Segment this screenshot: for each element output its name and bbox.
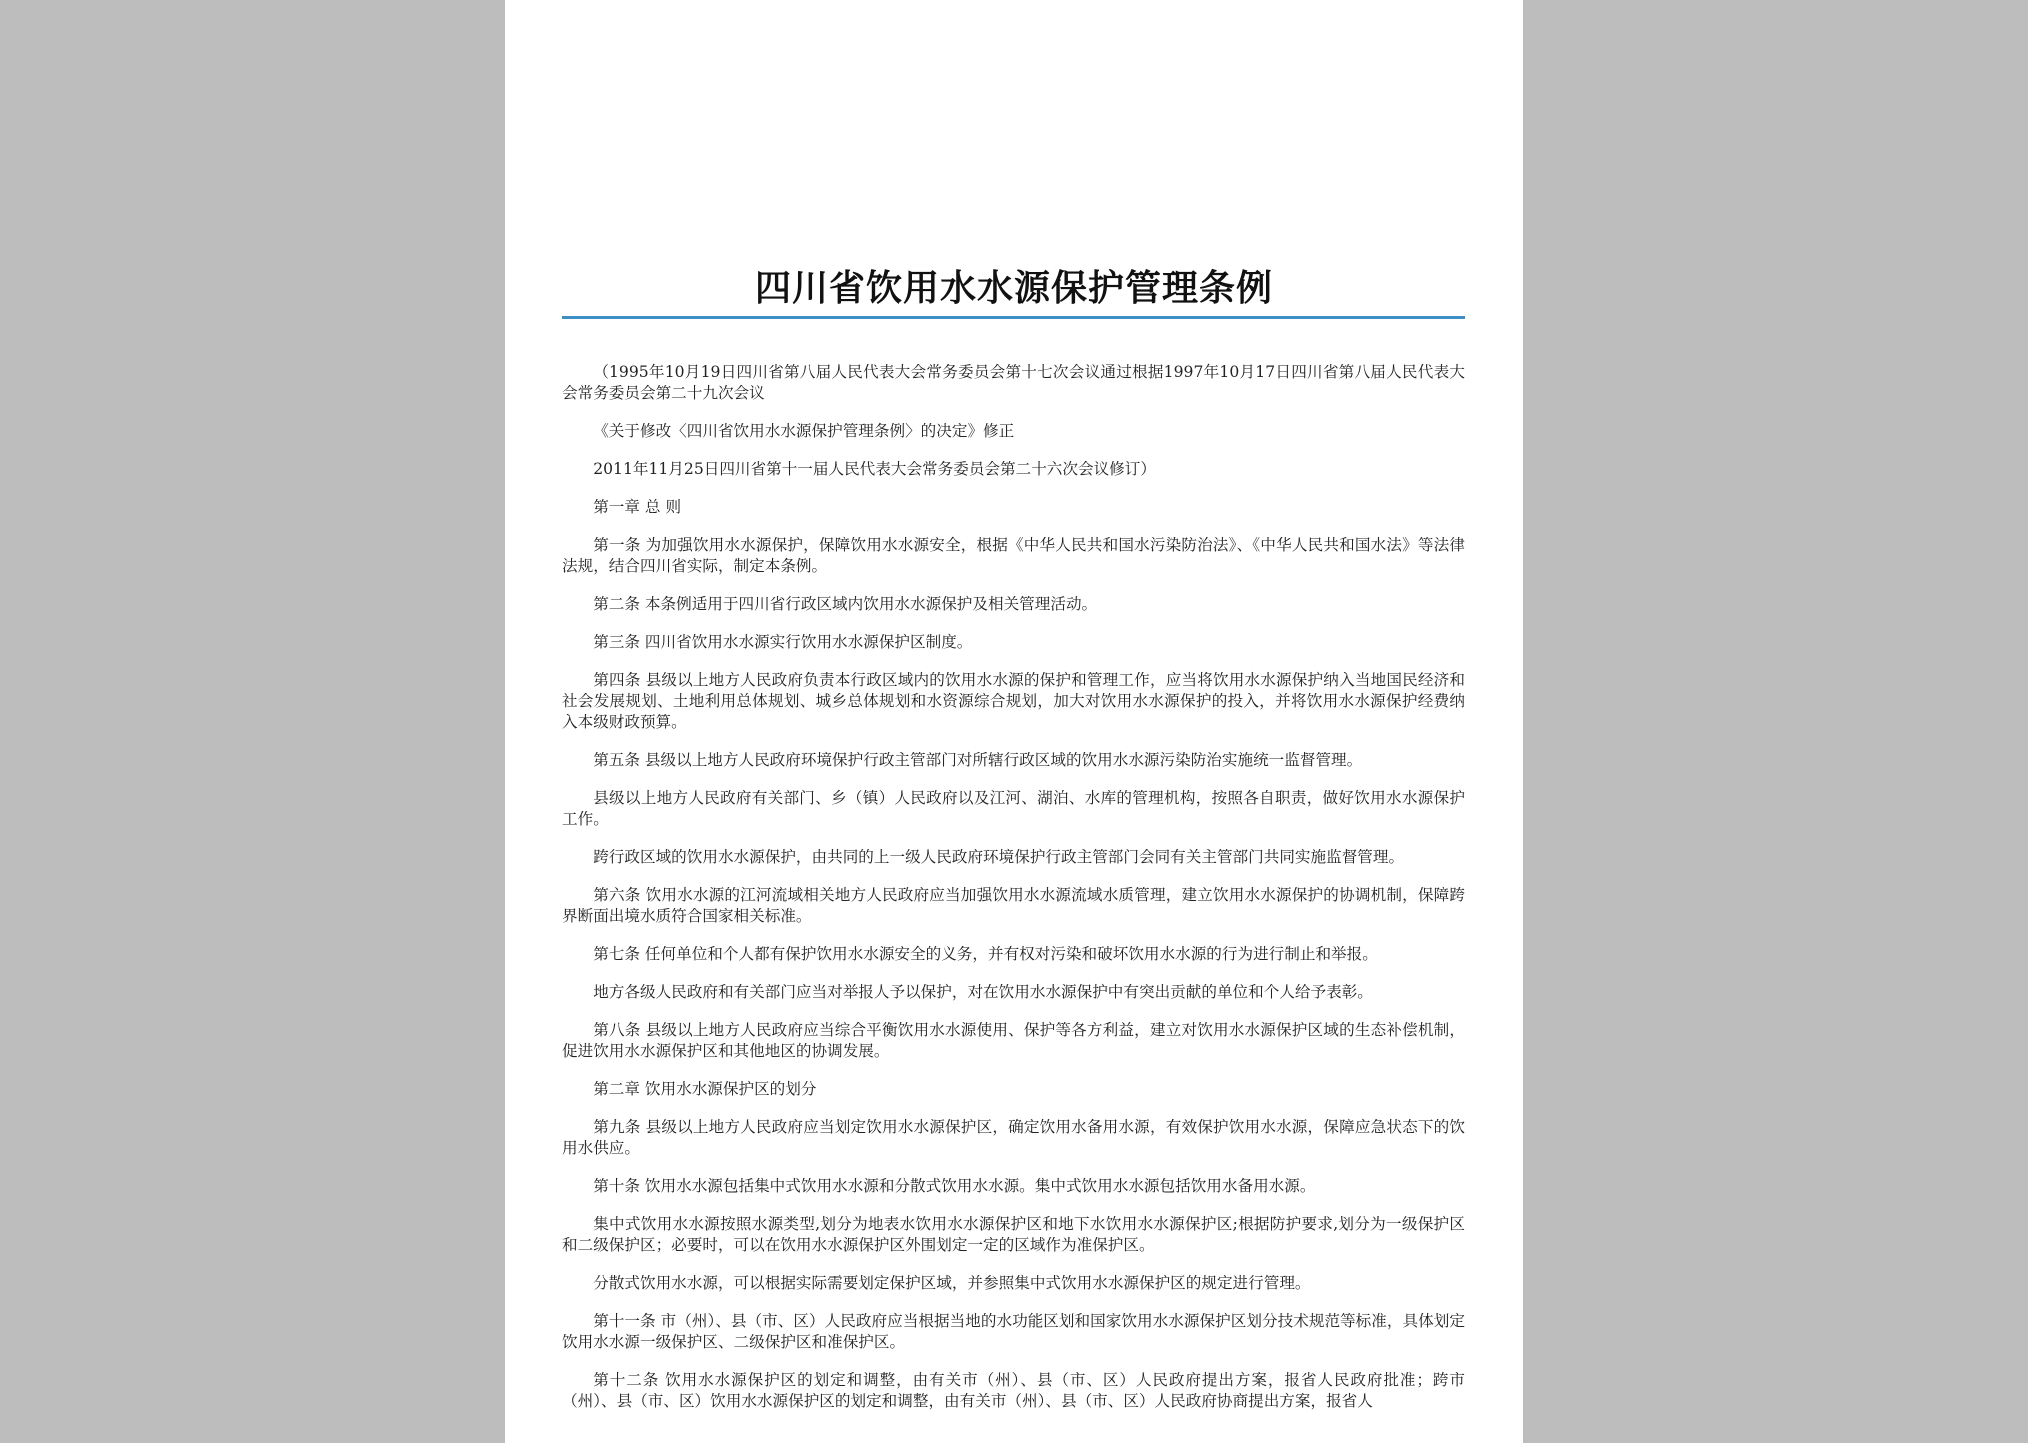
chapter-heading: 第二章 饮用水水源保护区的划分 (593, 1080, 817, 1098)
paragraph: 2011年11月25日四川省第十一届人民代表大会常务委员会第二十六次会议修订） (593, 460, 1156, 478)
paragraph: 第十条 饮用水水源包括集中式饮用水水源和分散式饮用水水源。集中式饮用水水源包括饮用水备用水源。 (593, 1177, 1316, 1195)
chapter-heading: 第一章 总 则 (593, 498, 682, 516)
paragraph: 分散式饮用水水源，可以根据实际需要划定保护区域，并参照集中式饮用水水源保护区的规定进行管理。 (593, 1274, 1311, 1292)
paragraph: 跨行政区域的饮用水水源保护，由共同的上一级人民政府环境保护行政主管部门会同有关主管部门共同实施监督管理。 (593, 848, 1405, 866)
paragraph: （1995年10月19日四川省第八届人民代表大会常务委员会第十七次会议通过根据1997年10月17日四川省第八届人民代表大会常务委员会第二十九次会议 (562, 363, 1465, 402)
paragraph: 第八条 县级以上地方人民政府应当综合平衡饮用水水源使用、保护等各方利益，建立对饮用水水源保护区域的生态补偿机制，促进饮用水水源保护区和其他地区的协调发展。 (562, 1021, 1465, 1060)
paragraph: 第七条 任何单位和个人都有保护饮用水水源安全的义务，并有权对污染和破坏饮用水水源的行为进行制止和举报。 (593, 945, 1378, 963)
paragraph: 第三条 四川省饮用水水源实行饮用水水源保护区制度。 (593, 633, 973, 651)
paragraph: 第九条 县级以上地方人民政府应当划定饮用水水源保护区，确定饮用水备用水源，有效保护饮用水水源，保障应急状态下的饮用水供应。 (562, 1118, 1465, 1157)
paragraph: 第二条 本条例适用于四川省行政区域内饮用水水源保护及相关管理活动。 (593, 595, 1098, 613)
paragraph: 第四条 县级以上地方人民政府负责本行政区域内的饮用水水源的保护和管理工作，应当将饮用水水源保护纳入当地国民经济和社会发展规划、土地利用总体规划、城乡总体规划和水资源综合规划，加大对饮用水水源保护的投入，并将饮用水水源保护经费纳入本级财政预算。 (562, 671, 1465, 731)
document-title: 四川省饮用水水源保护管理条例 (754, 267, 1273, 309)
paragraph: 第五条 县级以上地方人民政府环境保护行政主管部门对所辖行政区域的饮用水水源污染防治实施统一监督管理。 (593, 751, 1363, 769)
paragraph: 第十一条 市（州）、县（市、区）人民政府应当根据当地的水功能区划和国家饮用水水源保护区划分技术规范等标准，具体划定饮用水水源一级保护区、二级保护区和准保护区。 (562, 1312, 1465, 1351)
paragraph: 第十二条 饮用水水源保护区的划定和调整，由有关市（州）、县（市、区）人民政府提出方案，报省人民政府批准；跨市（州）、县（市、区）饮用水水源保护区的划定和调整，由有关市（州）、县（市、区）人民政府协商提出方案，报省人 (562, 1371, 1465, 1410)
paragraph: 县级以上地方人民政府有关部门、乡（镇）人民政府以及江河、湖泊、水库的管理机构，按照各自职责，做好饮用水水源保护工作。 (562, 789, 1465, 828)
paragraph: 地方各级人民政府和有关部门应当对举报人予以保护，对在饮用水水源保护中有突出贡献的单位和个人给予表彰。 (593, 983, 1373, 1001)
document-body (562, 362, 1465, 1429)
paragraph: 第六条 饮用水水源的江河流域相关地方人民政府应当加强饮用水水源流域水质管理，建立饮用水水源保护的协调机制，保障跨界断面出境水质符合国家相关标准。 (562, 886, 1465, 925)
document-page (505, 0, 1523, 1443)
paragraph: 集中式饮用水水源按照水源类型,划分为地表水饮用水水源保护区和地下水饮用水水源保护区;根据防护要求,划分为一级保护区和二级保护区；必要时，可以在饮用水水源保护区外围划定一定的区域作为准保护区。 (562, 1215, 1465, 1254)
title-divider (562, 316, 1465, 319)
paragraph: 第一条 为加强饮用水水源保护，保障饮用水水源安全，根据《中华人民共和国水污染防治法》、《中华人民共和国水法》等法律法规，结合四川省实际，制定本条例。 (562, 536, 1465, 575)
paragraph: 《关于修改〈四川省饮用水水源保护管理条例〉的决定》修正 (593, 422, 1015, 440)
